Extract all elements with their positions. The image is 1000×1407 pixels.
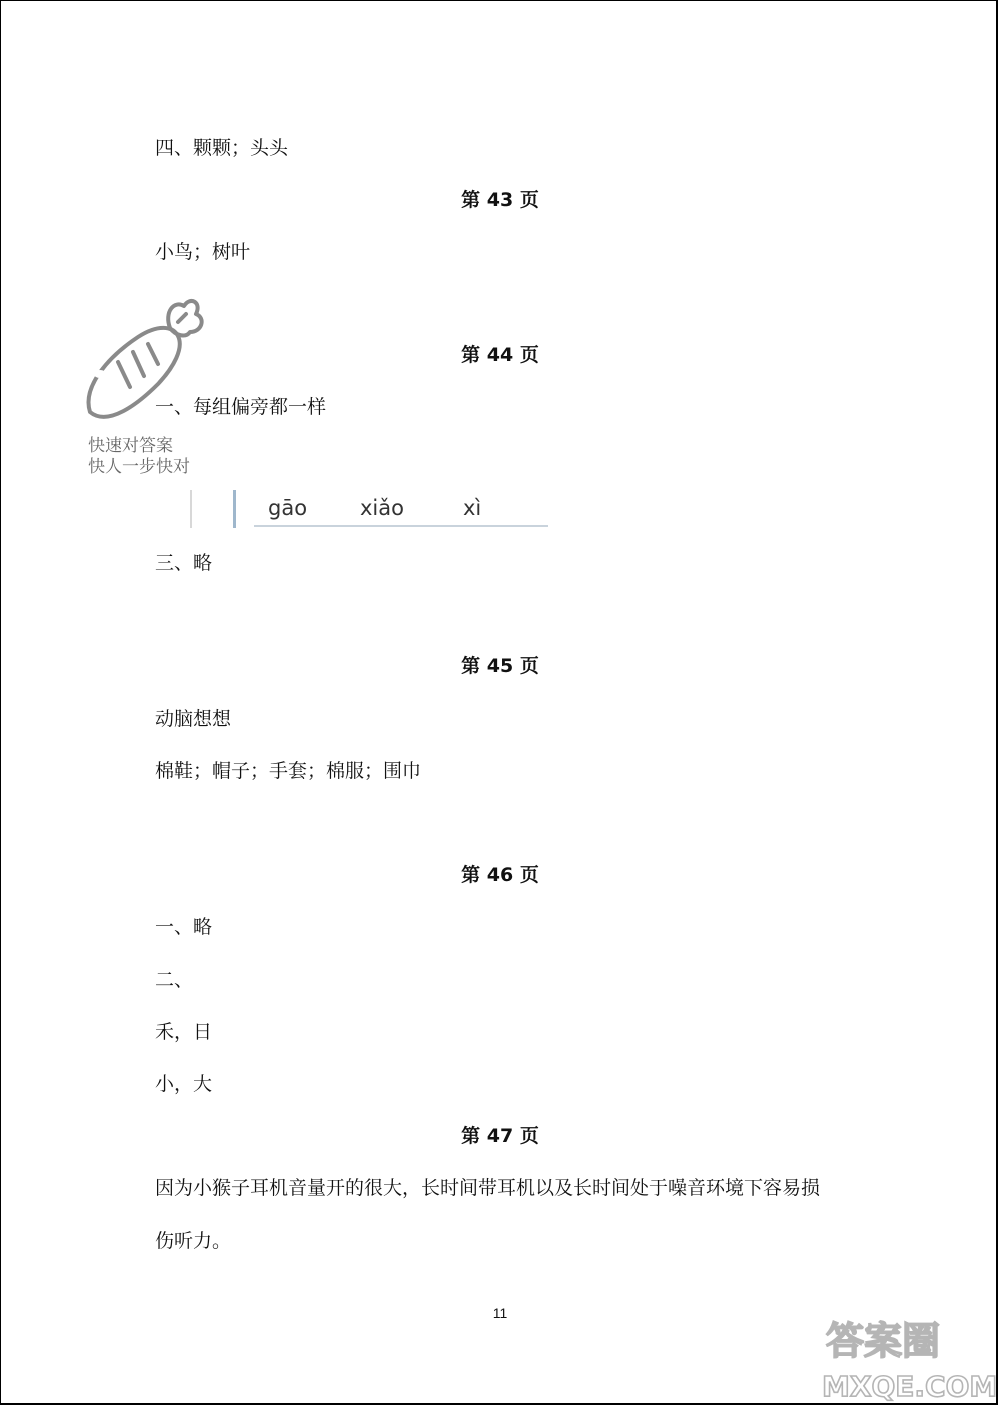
logo-tagline-2: 快人一步快对 [88,457,190,477]
pinyin-word: xiǎo [360,496,404,520]
pinyin-strip-underline [254,525,548,527]
pinyin-word: gāo [268,496,308,520]
watermark-logo-icon [818,1312,998,1407]
answer-line: 禾，日 [155,1021,213,1043]
answer-line: 四、颗颗；头头 [155,137,289,159]
pinyin-word: xì [463,496,482,520]
answer-line: 二、 [155,969,194,991]
pinyin-strip-marker [233,490,236,528]
answer-line: 因为小猴子耳机音量开的很大，长时间带耳机以及长时间处于噪音环境下容易损 [155,1177,821,1199]
page-heading-43: 第 43 页 [461,189,539,211]
answer-line: 伤听力。 [155,1230,232,1252]
page-heading-44: 第 44 页 [461,344,539,366]
page-heading-47: 第 47 页 [461,1125,539,1147]
answer-line: 小鸟；树叶 [155,241,251,263]
watermark-text-2: MXQE.COM [822,1370,998,1403]
answer-line: 棉鞋；帽子；手套；棉服；围巾 [155,760,422,782]
page-heading-46: 第 46 页 [461,864,539,886]
logo-tagline-1: 快速对答案 [88,436,173,456]
watermark-text-1: 答案圈 [826,1319,941,1363]
pinyin-strip-divider [190,490,192,528]
answer-line: 三、略 [155,552,213,574]
pinyin-strip [190,490,550,530]
answer-line: 一、每组偏旁都一样 [155,396,327,418]
page-heading-45: 第 45 页 [461,655,539,677]
answer-line: 小，大 [155,1073,213,1095]
page-number: 11 [492,1305,508,1321]
answer-line: 一、略 [155,916,213,938]
answer-line: 动脑想想 [155,708,232,730]
